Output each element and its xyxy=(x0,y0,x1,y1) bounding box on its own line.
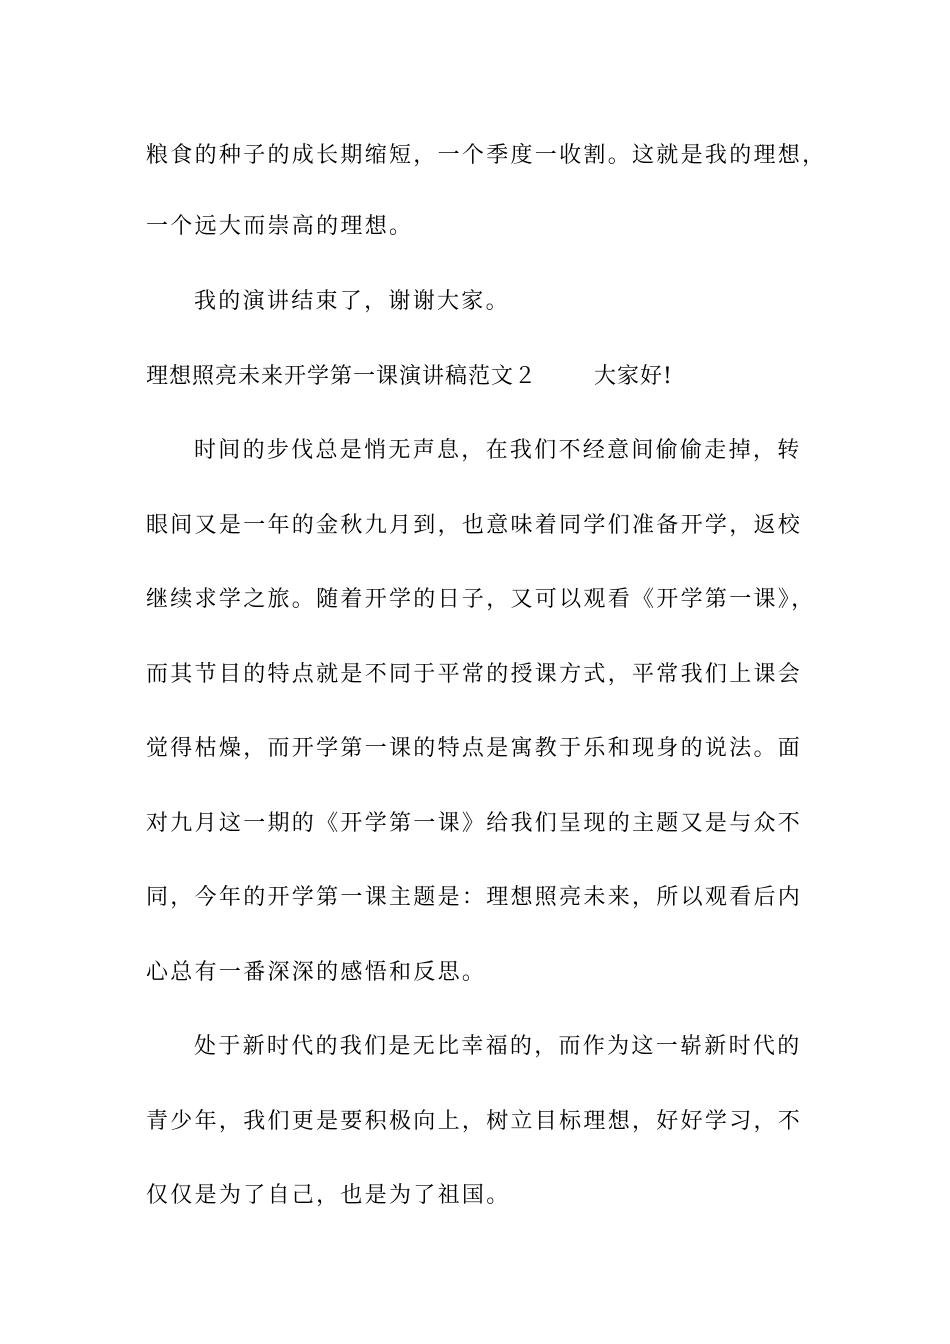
section-title: 理想照亮未来开学第一课演讲稿范文２ xyxy=(146,364,538,389)
paragraph-line: 我的演讲结束了，谢谢大家。 xyxy=(194,289,510,314)
paragraph-line: 仅仅是为了自己，也是为了祖国。 xyxy=(146,1183,511,1208)
paragraph-line: 一个远大而崇高的理想。 xyxy=(146,214,414,239)
paragraph-line: 粮食的种子的成长期缩短，一个季度一收割。这就是我的理想， xyxy=(146,143,827,168)
paragraph-line: 觉得枯燥，而开学第一课的特点是寓教于乐和现身的说法。面 xyxy=(146,736,803,761)
paragraph-line: 继续求学之旅。随着开学的日子，又可以观看《开学第一课》， xyxy=(146,587,816,612)
paragraph-line: 处于新时代的我们是无比幸福的，而作为这一崭新时代的 xyxy=(194,1034,802,1059)
paragraph-line: 同，今年的开学第一课主题是：理想照亮未来，所以观看后内 xyxy=(146,885,803,910)
greeting: 大家好! xyxy=(594,364,673,389)
paragraph-line: 心总有一番深深的感悟和反思。 xyxy=(146,960,487,985)
paragraph-line: 对九月这一期的《开学第一课》给我们呈现的主题又是与众不 xyxy=(146,811,803,836)
paragraph-line: 而其节目的特点就是不同于平常的授课方式，平常我们上课会 xyxy=(146,662,803,687)
paragraph-line: 青少年，我们更是要积极向上，树立目标理想，好好学习，不 xyxy=(146,1109,803,1134)
paragraph-line: 时间的步伐总是悄无声息，在我们不经意间偷偷走掉，转 xyxy=(194,438,802,463)
paragraph-line: 眼间又是一年的金秋九月到，也意味着同学们准备开学，返校 xyxy=(146,513,803,538)
